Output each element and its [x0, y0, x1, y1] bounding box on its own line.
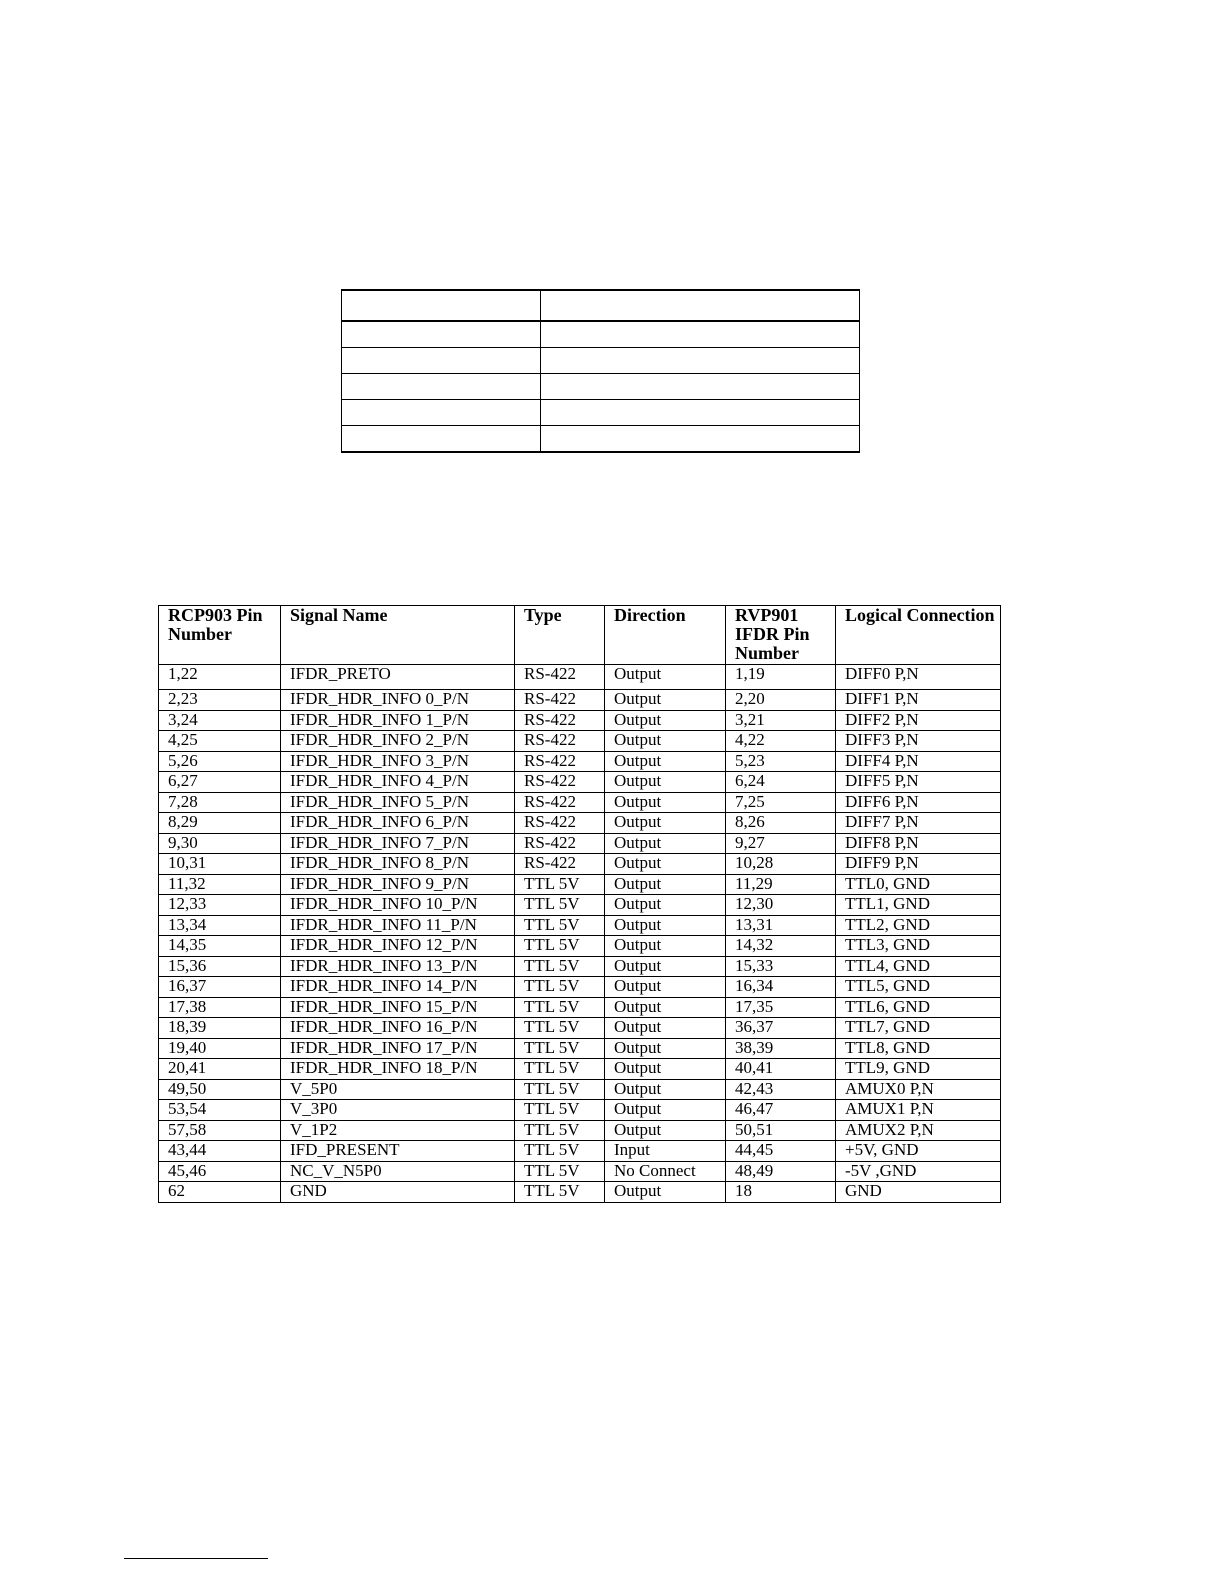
cell-direction: Output [605, 731, 726, 752]
cell-rvp901-pin: 38,39 [726, 1038, 836, 1059]
cell-logical-connection: -5V ,GND [836, 1161, 1001, 1182]
cell-logical-connection: DIFF0 P,N [836, 665, 1001, 690]
cell-rcp903-pin: 43,44 [159, 1141, 281, 1162]
cell-direction: Output [605, 936, 726, 957]
cell-rcp903-pin: 3,24 [159, 710, 281, 731]
cell-logical-connection: AMUX0 P,N [836, 1079, 1001, 1100]
cell-rvp901-pin: 16,34 [726, 977, 836, 998]
cell-logical-connection: DIFF6 P,N [836, 792, 1001, 813]
cell-direction: Output [605, 1018, 726, 1039]
cell-type: TTL 5V [515, 997, 605, 1018]
cell-direction: Output [605, 854, 726, 875]
cell-rcp903-pin: 5,26 [159, 751, 281, 772]
cell-signal-name: IFDR_HDR_INFO 12_P/N [281, 936, 515, 957]
cell-signal-name: IFDR_HDR_INFO 18_P/N [281, 1059, 515, 1080]
empty-table-header-row [342, 290, 860, 321]
cell-logical-connection: DIFF7 P,N [836, 813, 1001, 834]
cell-type: RS-422 [515, 813, 605, 834]
table-row [159, 833, 1001, 854]
cell-rvp901-pin: 2,20 [726, 690, 836, 711]
cell-signal-name: IFDR_PRETO [281, 665, 515, 690]
cell-type: RS-422 [515, 665, 605, 690]
cell-signal-name: IFDR_HDR_INFO 5_P/N [281, 792, 515, 813]
table-row [159, 1059, 1001, 1080]
cell-direction: Output [605, 874, 726, 895]
cell-type: TTL 5V [515, 936, 605, 957]
cell-rvp901-pin: 40,41 [726, 1059, 836, 1080]
cell-logical-connection: AMUX1 P,N [836, 1100, 1001, 1121]
cell-type: TTL 5V [515, 1038, 605, 1059]
cell-direction: Output [605, 833, 726, 854]
cell-direction: Output [605, 751, 726, 772]
cell-type: RS-422 [515, 710, 605, 731]
cell-type: TTL 5V [515, 1120, 605, 1141]
cell-signal-name: IFDR_HDR_INFO 16_P/N [281, 1018, 515, 1039]
cell-type: RS-422 [515, 833, 605, 854]
cell-rcp903-pin: 62 [159, 1182, 281, 1203]
cell-signal-name: IFDR_HDR_INFO 7_P/N [281, 833, 515, 854]
cell-signal-name: V_1P2 [281, 1120, 515, 1141]
cell-rvp901-pin: 1,19 [726, 665, 836, 690]
cell-rvp901-pin: 42,43 [726, 1079, 836, 1100]
cell-logical-connection: TTL1, GND [836, 895, 1001, 916]
cell-rcp903-pin: 16,37 [159, 977, 281, 998]
cell-direction: No Connect [605, 1161, 726, 1182]
cell-signal-name: IFDR_HDR_INFO 11_P/N [281, 915, 515, 936]
cell-rvp901-pin: 9,27 [726, 833, 836, 854]
cell-logical-connection: TTL5, GND [836, 977, 1001, 998]
empty-table-row [342, 426, 860, 453]
cell-direction: Output [605, 1100, 726, 1121]
cell-direction: Output [605, 792, 726, 813]
cell-signal-name: IFDR_HDR_INFO 3_P/N [281, 751, 515, 772]
table-row [159, 977, 1001, 998]
cell-direction: Output [605, 1038, 726, 1059]
cell-type: TTL 5V [515, 1182, 605, 1203]
cell-signal-name: IFDR_HDR_INFO 14_P/N [281, 977, 515, 998]
header-type: Type [515, 606, 605, 665]
cell-logical-connection: TTL8, GND [836, 1038, 1001, 1059]
cell-rvp901-pin: 48,49 [726, 1161, 836, 1182]
pinout-table-body [159, 665, 1001, 1203]
cell-rvp901-pin: 3,21 [726, 710, 836, 731]
cell-rcp903-pin: 8,29 [159, 813, 281, 834]
cell-type: TTL 5V [515, 1161, 605, 1182]
table-row [159, 1018, 1001, 1039]
cell-type: RS-422 [515, 772, 605, 793]
cell-signal-name: IFDR_HDR_INFO 8_P/N [281, 854, 515, 875]
cell-logical-connection: DIFF8 P,N [836, 833, 1001, 854]
cell-signal-name: V_5P0 [281, 1079, 515, 1100]
cell-signal-name: IFDR_HDR_INFO 6_P/N [281, 813, 515, 834]
cell-rcp903-pin: 15,36 [159, 956, 281, 977]
cell-rvp901-pin: 6,24 [726, 772, 836, 793]
table-row [159, 854, 1001, 875]
cell-direction: Output [605, 813, 726, 834]
cell-type: RS-422 [515, 731, 605, 752]
cell-signal-name: GND [281, 1182, 515, 1203]
cell-rcp903-pin: 12,33 [159, 895, 281, 916]
table-row [159, 792, 1001, 813]
pinout-table [158, 605, 1001, 1203]
table-row [159, 1079, 1001, 1100]
cell-logical-connection: TTL0, GND [836, 874, 1001, 895]
cell-rvp901-pin: 17,35 [726, 997, 836, 1018]
cell-rvp901-pin: 4,22 [726, 731, 836, 752]
cell-signal-name: NC_V_N5P0 [281, 1161, 515, 1182]
cell-direction: Output [605, 1182, 726, 1203]
cell-signal-name: IFDR_HDR_INFO 0_P/N [281, 690, 515, 711]
cell-rcp903-pin: 6,27 [159, 772, 281, 793]
cell-logical-connection: DIFF9 P,N [836, 854, 1001, 875]
header-rvp901-ifdr-pin-number: RVP901 IFDR Pin Number [726, 606, 836, 665]
cell-rvp901-pin: 13,31 [726, 915, 836, 936]
cell-rcp903-pin: 20,41 [159, 1059, 281, 1080]
cell-rvp901-pin: 46,47 [726, 1100, 836, 1121]
cell-type: TTL 5V [515, 1059, 605, 1080]
cell-logical-connection: GND [836, 1182, 1001, 1203]
cell-rvp901-pin: 14,32 [726, 936, 836, 957]
table-row [159, 874, 1001, 895]
cell-rcp903-pin: 1,22 [159, 665, 281, 690]
cell-signal-name: IFD_PRESENT [281, 1141, 515, 1162]
empty-table-row [342, 400, 860, 426]
table-row [159, 751, 1001, 772]
cell-signal-name: IFDR_HDR_INFO 9_P/N [281, 874, 515, 895]
cell-rcp903-pin: 18,39 [159, 1018, 281, 1039]
cell-signal-name: IFDR_HDR_INFO 13_P/N [281, 956, 515, 977]
cell-logical-connection: DIFF4 P,N [836, 751, 1001, 772]
header-direction: Direction [605, 606, 726, 665]
cell-direction: Output [605, 710, 726, 731]
empty-table [341, 289, 860, 453]
header-rcp903-pin-number: RCP903 Pin Number [159, 606, 281, 665]
table-row [159, 690, 1001, 711]
cell-signal-name: IFDR_HDR_INFO 4_P/N [281, 772, 515, 793]
cell-logical-connection: DIFF3 P,N [836, 731, 1001, 752]
table-row [159, 936, 1001, 957]
cell-type: TTL 5V [515, 1141, 605, 1162]
empty-table-row [342, 321, 860, 348]
table-row [159, 956, 1001, 977]
cell-signal-name: V_3P0 [281, 1100, 515, 1121]
header-signal-name: Signal Name [281, 606, 515, 665]
table-row [159, 895, 1001, 916]
cell-direction: Output [605, 956, 726, 977]
cell-type: TTL 5V [515, 956, 605, 977]
cell-direction: Output [605, 665, 726, 690]
table-row [159, 997, 1001, 1018]
cell-rcp903-pin: 10,31 [159, 854, 281, 875]
cell-rcp903-pin: 9,30 [159, 833, 281, 854]
table-row [159, 1120, 1001, 1141]
cell-logical-connection: TTL7, GND [836, 1018, 1001, 1039]
cell-signal-name: IFDR_HDR_INFO 2_P/N [281, 731, 515, 752]
header-logical-connection: Logical Connection [836, 606, 1001, 665]
cell-rcp903-pin: 13,34 [159, 915, 281, 936]
cell-rvp901-pin: 15,33 [726, 956, 836, 977]
cell-logical-connection: TTL9, GND [836, 1059, 1001, 1080]
cell-rvp901-pin: 10,28 [726, 854, 836, 875]
cell-rvp901-pin: 44,45 [726, 1141, 836, 1162]
cell-rvp901-pin: 12,30 [726, 895, 836, 916]
table-row [159, 665, 1001, 690]
table-row [159, 1038, 1001, 1059]
cell-rvp901-pin: 11,29 [726, 874, 836, 895]
cell-rvp901-pin: 36,37 [726, 1018, 836, 1039]
cell-rcp903-pin: 2,23 [159, 690, 281, 711]
table-row [159, 731, 1001, 752]
cell-rcp903-pin: 4,25 [159, 731, 281, 752]
cell-rcp903-pin: 11,32 [159, 874, 281, 895]
cell-direction: Output [605, 772, 726, 793]
cell-direction: Input [605, 1141, 726, 1162]
cell-logical-connection: TTL2, GND [836, 915, 1001, 936]
table-row [159, 813, 1001, 834]
cell-rcp903-pin: 53,54 [159, 1100, 281, 1121]
cell-direction: Output [605, 1079, 726, 1100]
cell-direction: Output [605, 977, 726, 998]
cell-signal-name: IFDR_HDR_INFO 10_P/N [281, 895, 515, 916]
cell-direction: Output [605, 1120, 726, 1141]
cell-rvp901-pin: 18 [726, 1182, 836, 1203]
cell-type: RS-422 [515, 751, 605, 772]
cell-logical-connection: DIFF2 P,N [836, 710, 1001, 731]
cell-direction: Output [605, 997, 726, 1018]
table-row [159, 710, 1001, 731]
cell-rvp901-pin: 50,51 [726, 1120, 836, 1141]
cell-rcp903-pin: 57,58 [159, 1120, 281, 1141]
cell-rcp903-pin: 14,35 [159, 936, 281, 957]
cell-logical-connection: +5V, GND [836, 1141, 1001, 1162]
table-row [159, 1182, 1001, 1203]
cell-logical-connection: DIFF1 P,N [836, 690, 1001, 711]
table-row [159, 1161, 1001, 1182]
cell-type: TTL 5V [515, 1100, 605, 1121]
cell-rcp903-pin: 45,46 [159, 1161, 281, 1182]
cell-type: RS-422 [515, 690, 605, 711]
cell-signal-name: IFDR_HDR_INFO 15_P/N [281, 997, 515, 1018]
cell-direction: Output [605, 690, 726, 711]
cell-direction: Output [605, 915, 726, 936]
pinout-header-row [159, 606, 1001, 665]
cell-logical-connection: TTL4, GND [836, 956, 1001, 977]
table-row [159, 1141, 1001, 1162]
cell-logical-connection: DIFF5 P,N [836, 772, 1001, 793]
cell-rcp903-pin: 49,50 [159, 1079, 281, 1100]
empty-table-row [342, 374, 860, 400]
footnote-separator [124, 1558, 268, 1559]
cell-type: TTL 5V [515, 915, 605, 936]
cell-logical-connection: AMUX2 P,N [836, 1120, 1001, 1141]
table-row [159, 915, 1001, 936]
cell-direction: Output [605, 895, 726, 916]
cell-rvp901-pin: 5,23 [726, 751, 836, 772]
cell-direction: Output [605, 1059, 726, 1080]
cell-type: TTL 5V [515, 1018, 605, 1039]
cell-rcp903-pin: 19,40 [159, 1038, 281, 1059]
cell-signal-name: IFDR_HDR_INFO 17_P/N [281, 1038, 515, 1059]
cell-rcp903-pin: 17,38 [159, 997, 281, 1018]
table-row [159, 1100, 1001, 1121]
cell-type: TTL 5V [515, 977, 605, 998]
cell-rcp903-pin: 7,28 [159, 792, 281, 813]
cell-signal-name: IFDR_HDR_INFO 1_P/N [281, 710, 515, 731]
cell-rvp901-pin: 7,25 [726, 792, 836, 813]
cell-type: RS-422 [515, 854, 605, 875]
empty-table-row [342, 348, 860, 374]
cell-type: TTL 5V [515, 874, 605, 895]
table-row [159, 772, 1001, 793]
cell-type: TTL 5V [515, 895, 605, 916]
cell-type: RS-422 [515, 792, 605, 813]
cell-rvp901-pin: 8,26 [726, 813, 836, 834]
cell-logical-connection: TTL6, GND [836, 997, 1001, 1018]
cell-type: TTL 5V [515, 1079, 605, 1100]
cell-logical-connection: TTL3, GND [836, 936, 1001, 957]
